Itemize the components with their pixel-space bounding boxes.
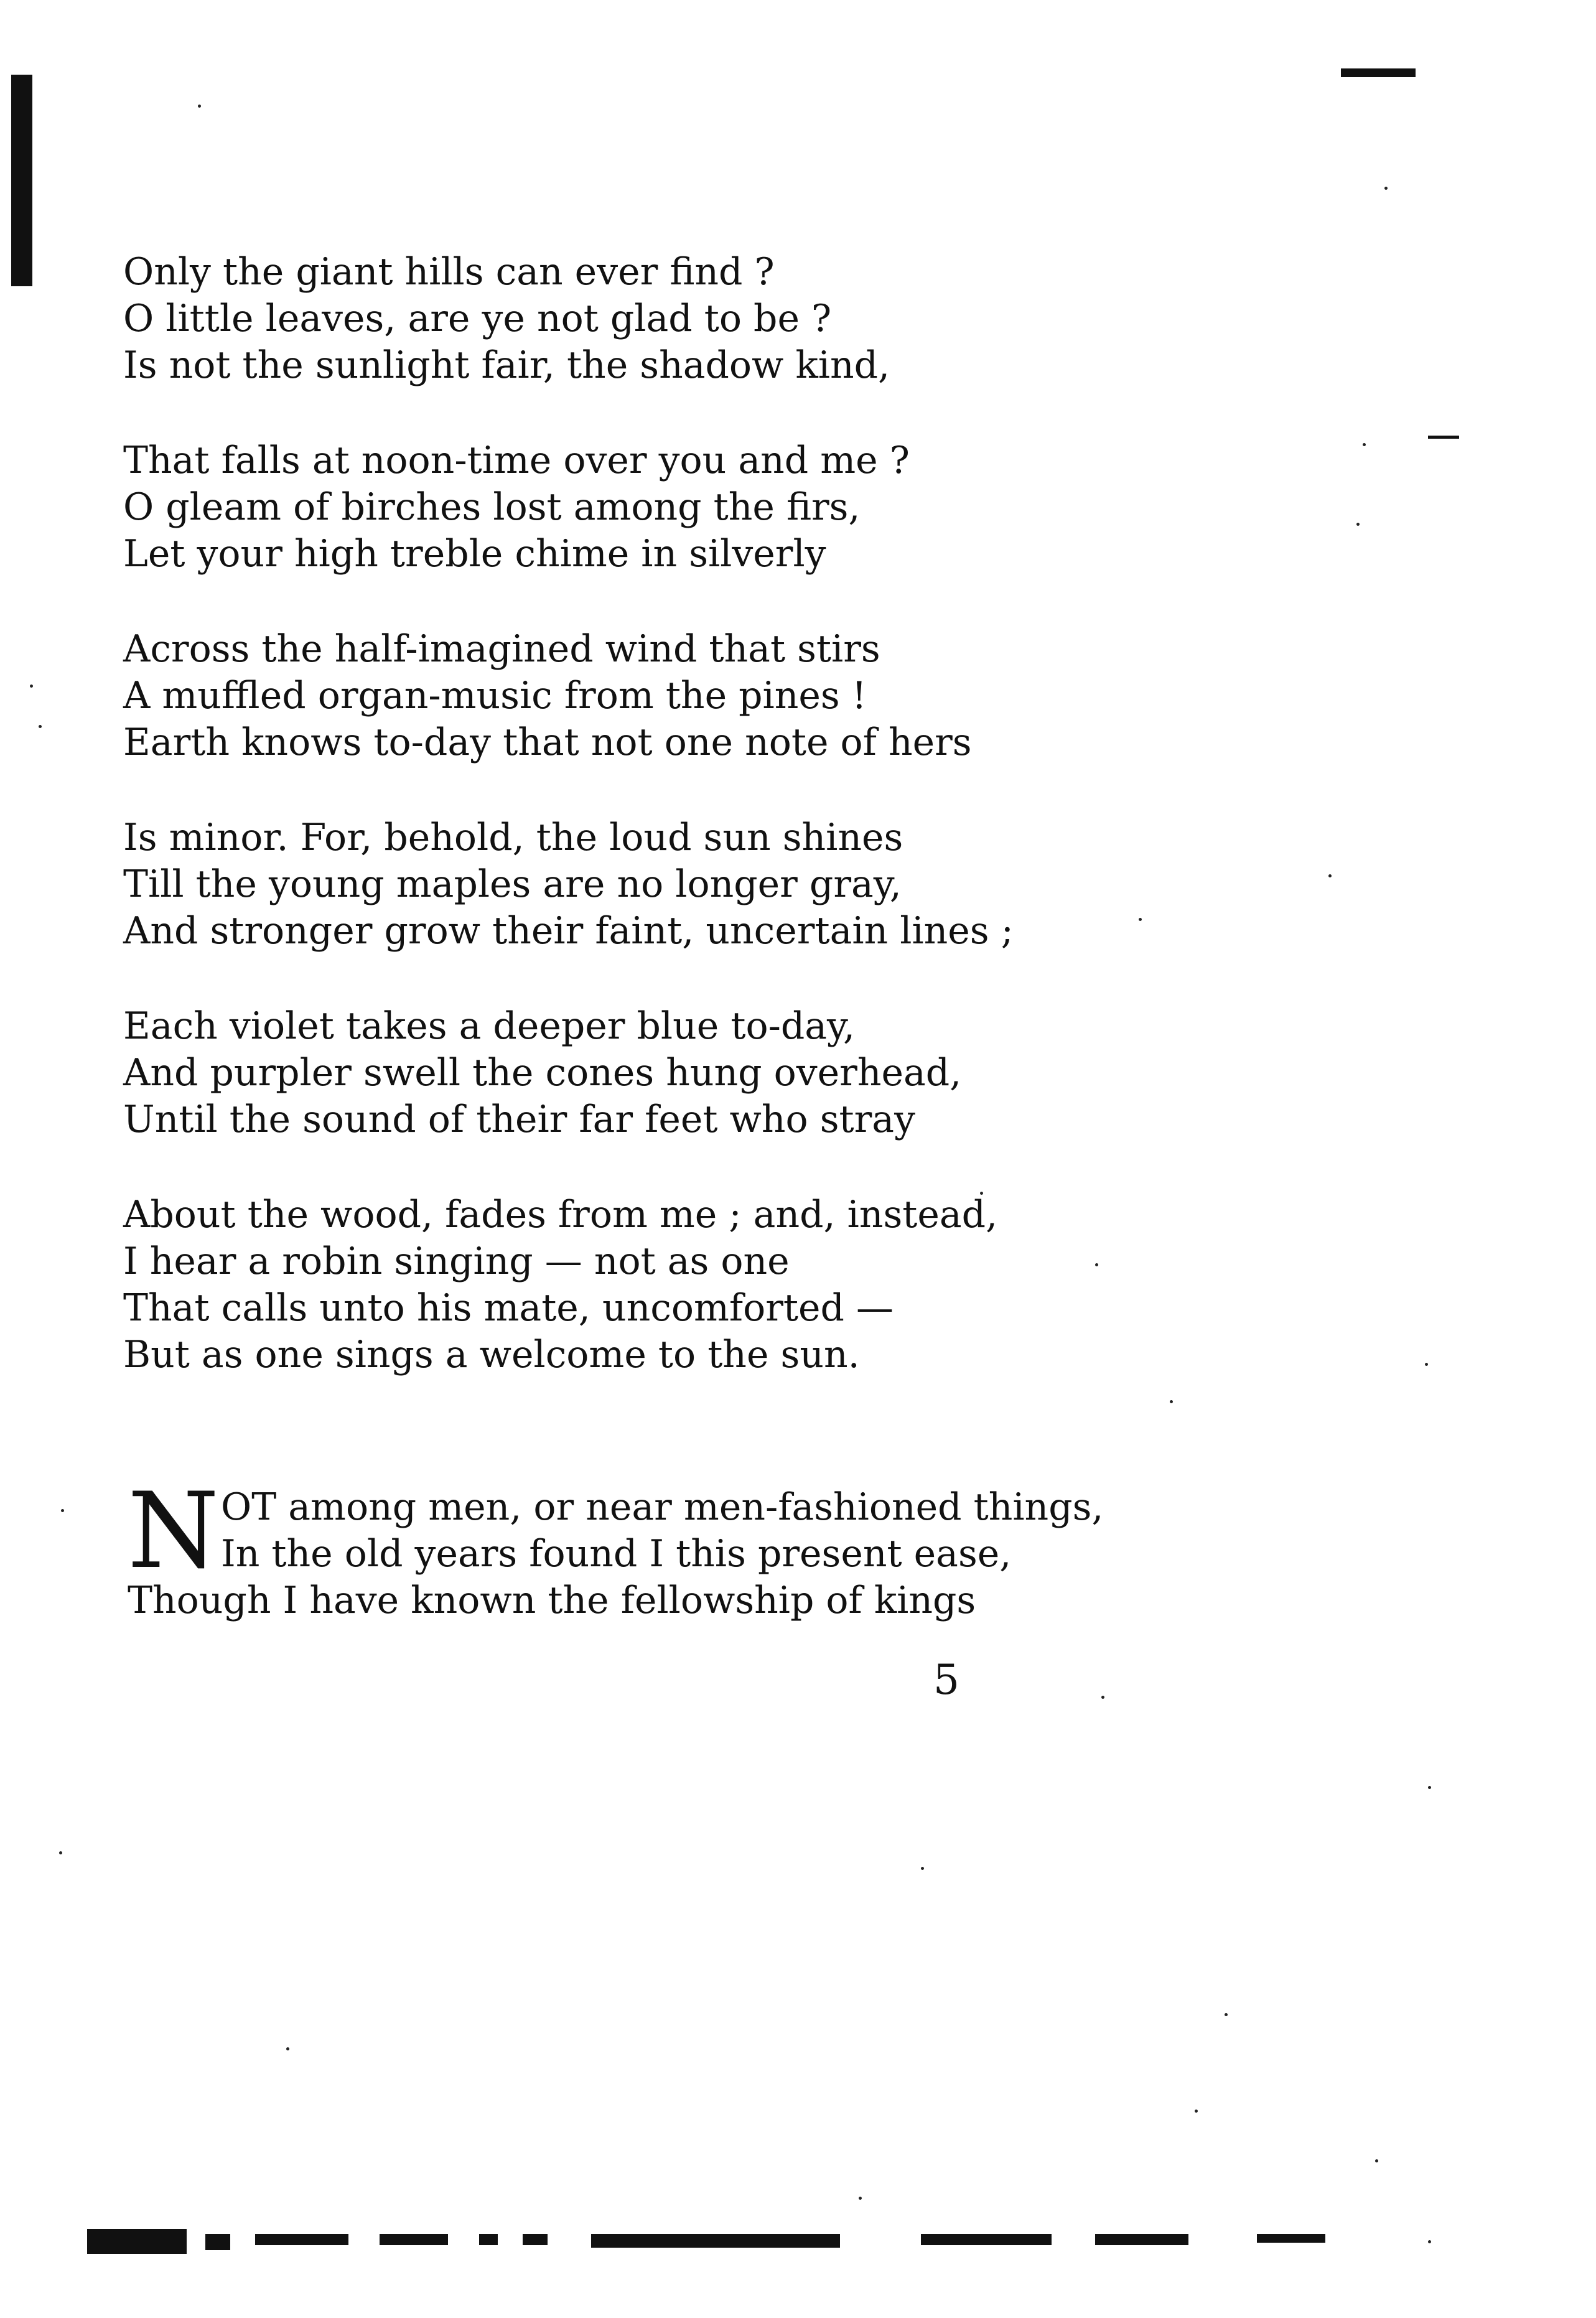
drop-cap: N (128, 1470, 219, 1592)
poem-line: Across the half-imagined wind that stirs (123, 627, 880, 671)
stanza (123, 249, 1181, 389)
scan-blot (591, 2234, 840, 2248)
poem-line: Till the young maples are no longer gray, (123, 862, 902, 906)
stanza (123, 1003, 1181, 1143)
scan-speck (1428, 1786, 1431, 1789)
poem-text (123, 249, 1181, 1427)
scan-blot (380, 2234, 448, 2245)
scan-bottom-artifacts (87, 2222, 1363, 2259)
scan-speck (286, 2047, 289, 2050)
scan-margin-mark (1428, 436, 1459, 439)
poem-line: Each violet takes a deeper blue to-day, (123, 1004, 856, 1048)
scan-blot (205, 2234, 230, 2250)
scan-speck (1101, 1696, 1104, 1699)
next-poem-opening (128, 1470, 1185, 1624)
scan-speck (39, 725, 42, 728)
poem-line: In the old years found I this present ease, (221, 1532, 1012, 1576)
poem-line: But as one sings a welcome to the sun. (123, 1333, 860, 1376)
scan-speck (921, 1867, 924, 1870)
scan-blot (479, 2234, 498, 2245)
scan-blot (255, 2234, 348, 2245)
poem-line: Is not the sunlight fair, the shadow kind, (123, 343, 890, 387)
scan-speck (59, 1851, 62, 1854)
scan-speck (1363, 443, 1366, 446)
scan-blot (921, 2234, 1052, 2245)
scan-blot (87, 2229, 187, 2254)
scan-speck (1356, 523, 1360, 526)
scan-speck (1375, 2159, 1378, 2162)
poem-line: I hear a robin singing — not as one (123, 1240, 790, 1283)
poem-line: And purpler swell the cones hung overhead, (123, 1051, 962, 1095)
poem-line: Let your high treble chime in silverly (123, 532, 826, 576)
poem-line: And stronger grow their faint, uncertain lines ; (123, 909, 1014, 953)
poem-line: Earth knows to-day that not one note of hers (123, 721, 972, 764)
page-number: 5 (933, 1656, 959, 1704)
poem-line: Only the giant hills can ever find ? (123, 250, 775, 294)
scan-speck (61, 1509, 64, 1512)
scan-speck (1328, 874, 1332, 877)
scan-speck (1195, 2110, 1198, 2113)
scan-speck (1428, 2240, 1431, 2243)
scan-top-mark (1341, 68, 1416, 77)
scan-speck (1384, 187, 1388, 190)
stanza (123, 626, 1181, 766)
poem-line: About the wood, fades from me ; and, instead, (123, 1193, 998, 1236)
scan-speck (859, 2197, 862, 2200)
poem-line: O gleam of birches lost among the firs, (123, 485, 861, 529)
scan-speck (1425, 1363, 1428, 1366)
poem-line: Is minor. For, behold, the loud sun shines (123, 816, 903, 859)
poem-line: A muffled organ-music from the pines ! (123, 674, 867, 717)
poem-line: That falls at noon-time over you and me ? (123, 439, 910, 482)
poem-line: Though I have known the fellowship of kings (128, 1579, 976, 1622)
scan-blot (1095, 2234, 1188, 2245)
stanza (123, 815, 1181, 955)
stanza (123, 437, 1181, 577)
scan-speck (30, 685, 33, 688)
scan-blot (523, 2234, 548, 2245)
poem-line: O little leaves, are ye not glad to be ? (123, 297, 832, 340)
stanza (123, 1192, 1181, 1378)
scan-speck (198, 105, 201, 108)
poem-line: That calls unto his mate, uncomforted — (123, 1286, 894, 1330)
scan-edge-mark (11, 75, 32, 286)
poem-line: OT among men, or near men-fashioned things, (221, 1485, 1104, 1529)
scan-blot (1257, 2234, 1325, 2243)
scan-speck (1225, 2013, 1228, 2016)
poem-line: Until the sound of their far feet who stray (123, 1098, 915, 1141)
